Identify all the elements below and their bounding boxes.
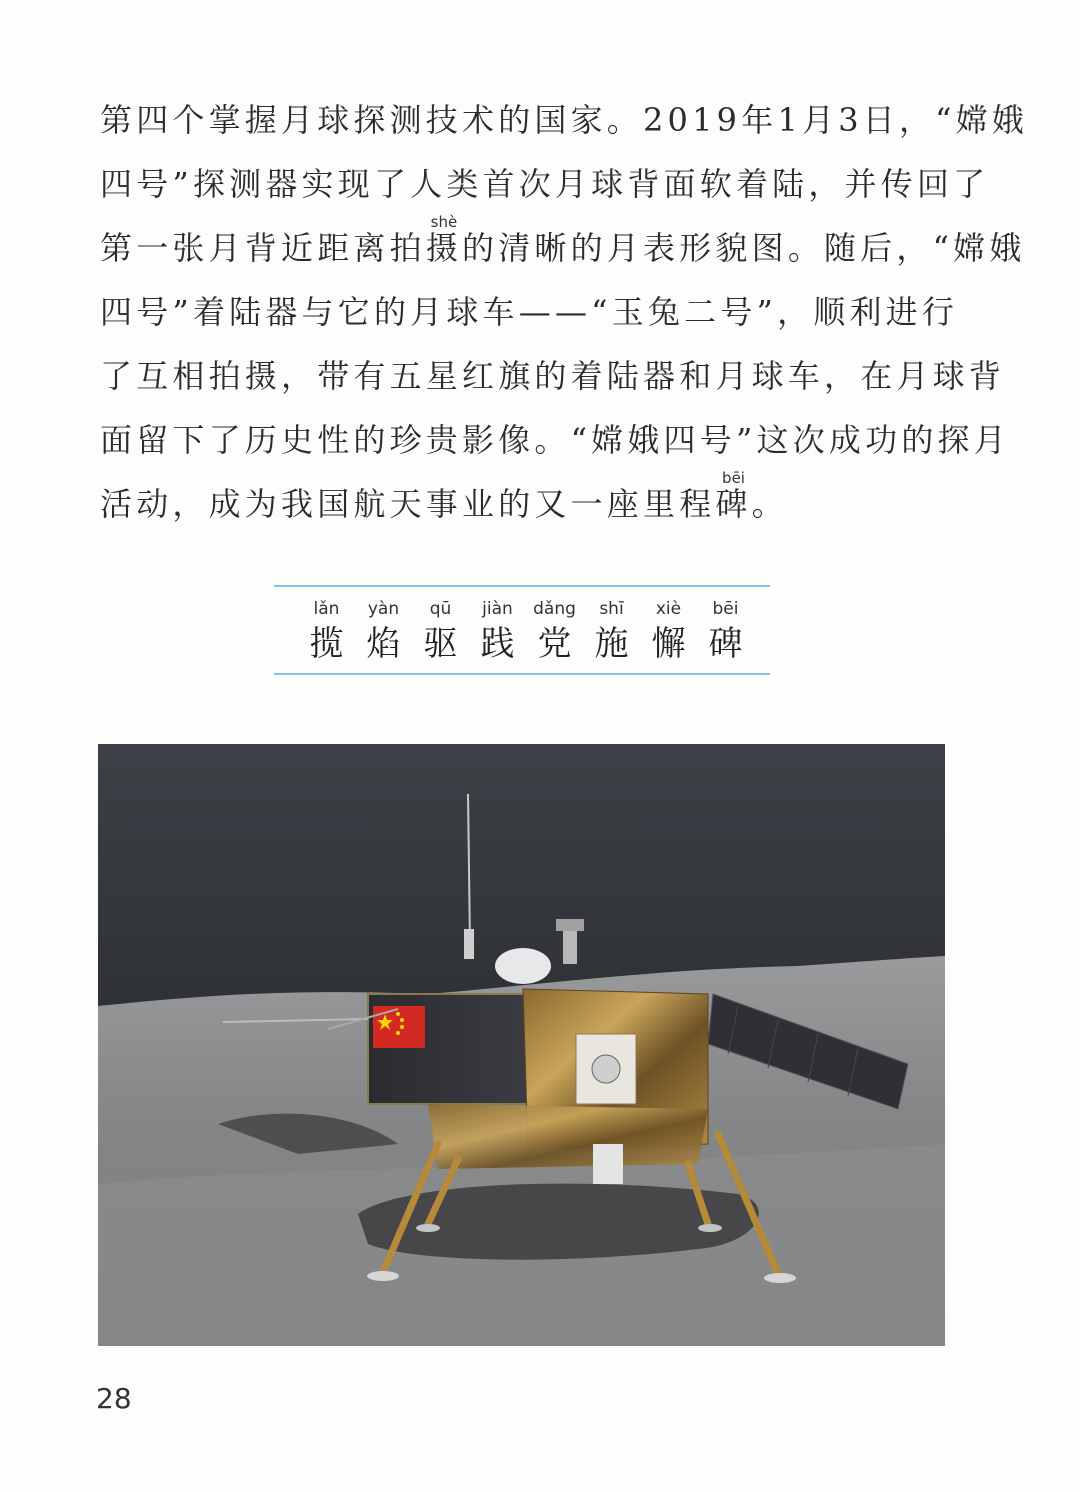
vocab-item	[640, 596, 697, 666]
page-number: 28	[96, 1382, 132, 1415]
vocab-item	[526, 596, 583, 666]
line-7-after: 。	[751, 485, 788, 523]
vocab-character: 碑	[708, 624, 743, 664]
vocab-item	[298, 596, 355, 666]
vocab-pinyin: yàn	[367, 599, 400, 619]
paragraph-line-6: 面留下了历史性的珍贵影像。“嫦娥四号”这次成功的探月	[100, 421, 1010, 459]
paragraph-line-5: 了互相拍摄，带有五星红旗的着陆器和月球车，在月球背	[100, 357, 1006, 395]
vocab-item	[355, 596, 412, 666]
paragraph-line-1: 第四个掌握月球探测技术的国家。2019年1月3日，“嫦娥	[100, 101, 1029, 139]
vocab-character: 施	[594, 624, 629, 664]
vocab-item	[412, 596, 469, 666]
vocab-item	[469, 596, 526, 666]
line-7-before: 活动，成为我国航天事业的又一座里程	[100, 485, 716, 523]
vocab-item	[583, 596, 640, 666]
footpad-left	[367, 1271, 399, 1281]
ruby-base-bei: 碑	[715, 485, 752, 523]
vocab-character: 焰	[366, 624, 401, 664]
paragraph-line-3	[100, 213, 1026, 268]
vocab-pinyin: xiè	[655, 599, 682, 619]
vocab-character: 践	[480, 624, 515, 664]
line-3-before: 第一张月背近距离拍	[100, 229, 426, 267]
vocab-pinyin: jiàn	[482, 599, 513, 619]
paragraph-line-4: 四号”着陆器与它的月球车——“玉兔二号”，顺利进行	[100, 293, 959, 331]
pinyin-she: shè	[430, 213, 458, 231]
vocab-bottom-rule	[274, 673, 770, 675]
radar-dish	[495, 948, 551, 984]
footpad-right	[764, 1273, 796, 1283]
vocab-pinyin: bēi	[712, 599, 739, 619]
vocab-character: 党	[537, 624, 572, 664]
ruby-bei	[715, 469, 752, 524]
paragraph-line-7	[100, 469, 788, 524]
vocab-item	[697, 596, 754, 666]
vocab-character: 揽	[309, 624, 344, 664]
vocab-character: 懈	[651, 624, 686, 664]
vocab-pinyin: qū	[429, 599, 452, 619]
lunar-lander-photo	[98, 744, 945, 1346]
paragraph-line-2: 四号”探测器实现了人类首次月球背面软着陆，并传回了	[100, 165, 990, 203]
new-characters-box	[298, 596, 758, 666]
vocab-pinyin: shī	[599, 599, 624, 619]
pinyin-bei: bēi	[722, 469, 745, 487]
line-3-after: 的清晰的月表形貌图。随后，“嫦娥	[462, 229, 1026, 267]
vocab-character: 驱	[423, 624, 458, 664]
ruby-she	[425, 213, 463, 268]
lander-illustration	[98, 744, 945, 1346]
vocab-pinyin: dǎng	[533, 599, 576, 619]
vocab-top-rule	[274, 585, 770, 587]
ruby-base-she: 摄	[425, 229, 463, 267]
vocab-pinyin: lǎn	[313, 599, 340, 619]
